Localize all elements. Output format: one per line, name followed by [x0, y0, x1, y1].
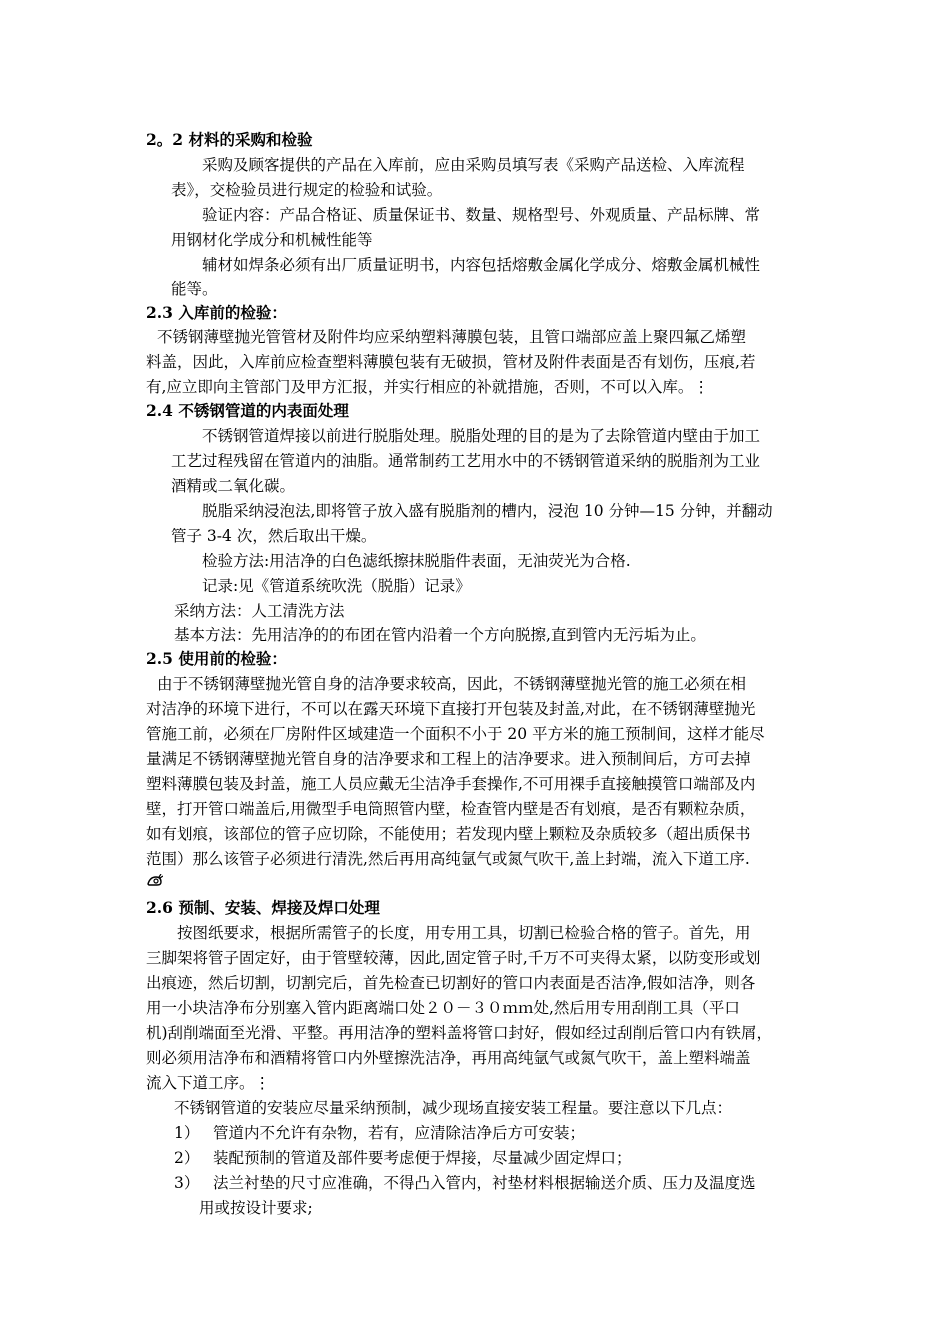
heading-2-4: 2.4 不锈钢管道的内表面处理 — [146, 401, 349, 420]
para-line: 记录:见《管道系统吹洗（脱脂）记录》 — [202, 577, 471, 595]
para-line: 表》，交检验员进行规定的检验和试验。 — [171, 181, 443, 199]
list-item-continuation: 用或按设计要求; — [199, 1199, 313, 1217]
para-line: 不锈钢管道的安装应尽量采纳预制，减少现场直接安装工程量。要注意以下几点： — [174, 1099, 733, 1117]
para-line: 如有划痕，该部位的管子应切除，不能使用；若发现内壁上颗粒及杂质较多（超出质保书 — [146, 825, 751, 843]
para-line: 料盖，因此，入库前应检查塑料薄膜包装有无破损，管材及附件表面是否有划伤，压痕,若 — [146, 353, 756, 371]
para-line: 塑料薄膜包装及封盖，施工人员应戴无尘洁净手套操作,不可用裸手直接触摸管口端部及内 — [146, 775, 756, 793]
para-line: 不锈钢薄壁抛光管管材及附件均应采纳塑料薄膜包装，且管口端部应盖上聚四氟乙烯塑 — [157, 328, 747, 346]
heading-2-3: 2.3 入库前的检验： — [146, 303, 287, 322]
para-line: 采购及顾客提供的产品在入库前，应由采购员填写表《采购产品送检、入库流程 — [202, 156, 745, 174]
para-line: 有,应立即向主管部门及甲方汇报，并实行相应的补就措施，否则，不可以入库。⋮ — [146, 378, 709, 396]
para-line: 采纳方法：人工清洗方法 — [174, 602, 345, 620]
para-line: 基本方法：先用洁净的的布团在管内沿着一个方向脱擦,直到管内无污垢为止。 — [174, 626, 706, 644]
para-line: 用钢材化学成分和机械性能等 — [171, 231, 373, 249]
para-line: 则必须用洁净布和酒精将管口内外壁擦洗洁净，再用高纯氩气或氮气吹干，盖上塑料端盖 — [146, 1049, 751, 1067]
para-line: 管子 3-4 次，然后取出干燥。 — [171, 527, 377, 545]
para-line: 范围）那么该管子必须进行清洗,然后再用高纯氩气或氮气吹干,盖上封端，流入下道工序. — [146, 850, 750, 868]
list-item-text: 装配预制的管道及部件要考虑便于焊接，尽量减少固定焊口； — [213, 1149, 632, 1167]
para-line: 管施工前，必须在厂房附件区域建造一个面积不小于 20 平方米的施工预制间，这样才能尽 — [146, 725, 765, 743]
para-line: 按图纸要求，根据所需管子的长度，用专用工具，切割已检验合格的管子。首先，用 — [177, 924, 751, 942]
list-item-text: 法兰衬垫的尺寸应准确，不得凸入管内，衬垫材料根据输送介质、压力及温度选 — [213, 1174, 756, 1192]
heading-2-2: 2。2 材料的采购和检验 — [146, 130, 313, 149]
para-line: 壁，打开管口端盖后,用微型手电筒照管内壁，检查管内壁是否有划痕，是否有颗粒杂质， — [146, 800, 756, 818]
para-line: 脱脂采纳浸泡法,即将管子放入盛有脱脂剂的槽内，浸泡 10 分钟—15 分钟，并翻动 — [202, 502, 773, 520]
para-line: 验证内容：产品合格证、质量保证书、数量、规格型号、外观质量、产品标牌、常 — [202, 206, 761, 224]
list-item-number: 3） — [174, 1174, 200, 1192]
list-item-number: 2） — [174, 1149, 200, 1167]
list-item-number: 1） — [174, 1124, 200, 1142]
para-line: 出痕迹，然后切割，切割完后，首先检查已切割好的管口内表面是否洁净,假如洁净，则各 — [146, 974, 756, 992]
para-line: 辅材如焊条必须有出厂质量证明书，内容包括熔敷金属化学成分、熔敷金属机械性 — [202, 256, 761, 274]
para-line: 用一小块洁净布分别塞入管内距离端口处２０－３０ｍｍ处,然后用专用刮削工具（平口 — [146, 999, 740, 1017]
para-line: 三脚架将管子固定好，由于管壁较薄，因此,固定管子时,千万不可夹得太紧，以防变形或划 — [146, 949, 761, 967]
para-line: 不锈钢管道焊接以前进行脱脂处理。脱脂处理的目的是为了去除管道内壁由于加工 — [202, 427, 761, 445]
heading-2-6: 2.6 预制、安装、焊接及焊口处理 — [146, 898, 380, 917]
para-line: 对洁净的环境下进行，不可以在露天环境下直接打开包装及封盖,对此，在不锈钢薄壁抛光 — [146, 700, 756, 718]
para-line: 检验方法:用洁净的白色滤纸擦抹脱脂件表面，无油荧光为合格. — [202, 552, 631, 570]
heading-2-5: 2.5 使用前的检验： — [146, 649, 287, 668]
para-line: 机)刮削端面至光滑、平整。再用洁净的塑料盖将管口封好，假如经过刮削后管口内有铁屑， — [146, 1024, 773, 1042]
para-line: 工艺过程残留在管道内的油脂。通常制药工艺用水中的不锈钢管道采纳的脱脂剂为工业 — [171, 452, 761, 470]
list-item-text: 管道内不允许有杂物，若有，应清除洁净后方可安装； — [213, 1124, 586, 1142]
para-line: 由于不锈钢薄壁抛光管自身的洁净要求较高，因此，不锈钢薄壁抛光管的施工必须在相 — [157, 675, 747, 693]
para-line: 量满足不锈钢薄壁抛光管自身的洁净要求和工程上的洁净要求。进入预制间后，方可去掉 — [146, 750, 751, 768]
para-line: 能等。 — [171, 280, 218, 298]
para-line: 流入下道工序。⋮ — [146, 1074, 271, 1092]
snail-icon — [147, 874, 163, 888]
para-line: 酒精或二氧化碳。 — [171, 477, 296, 495]
